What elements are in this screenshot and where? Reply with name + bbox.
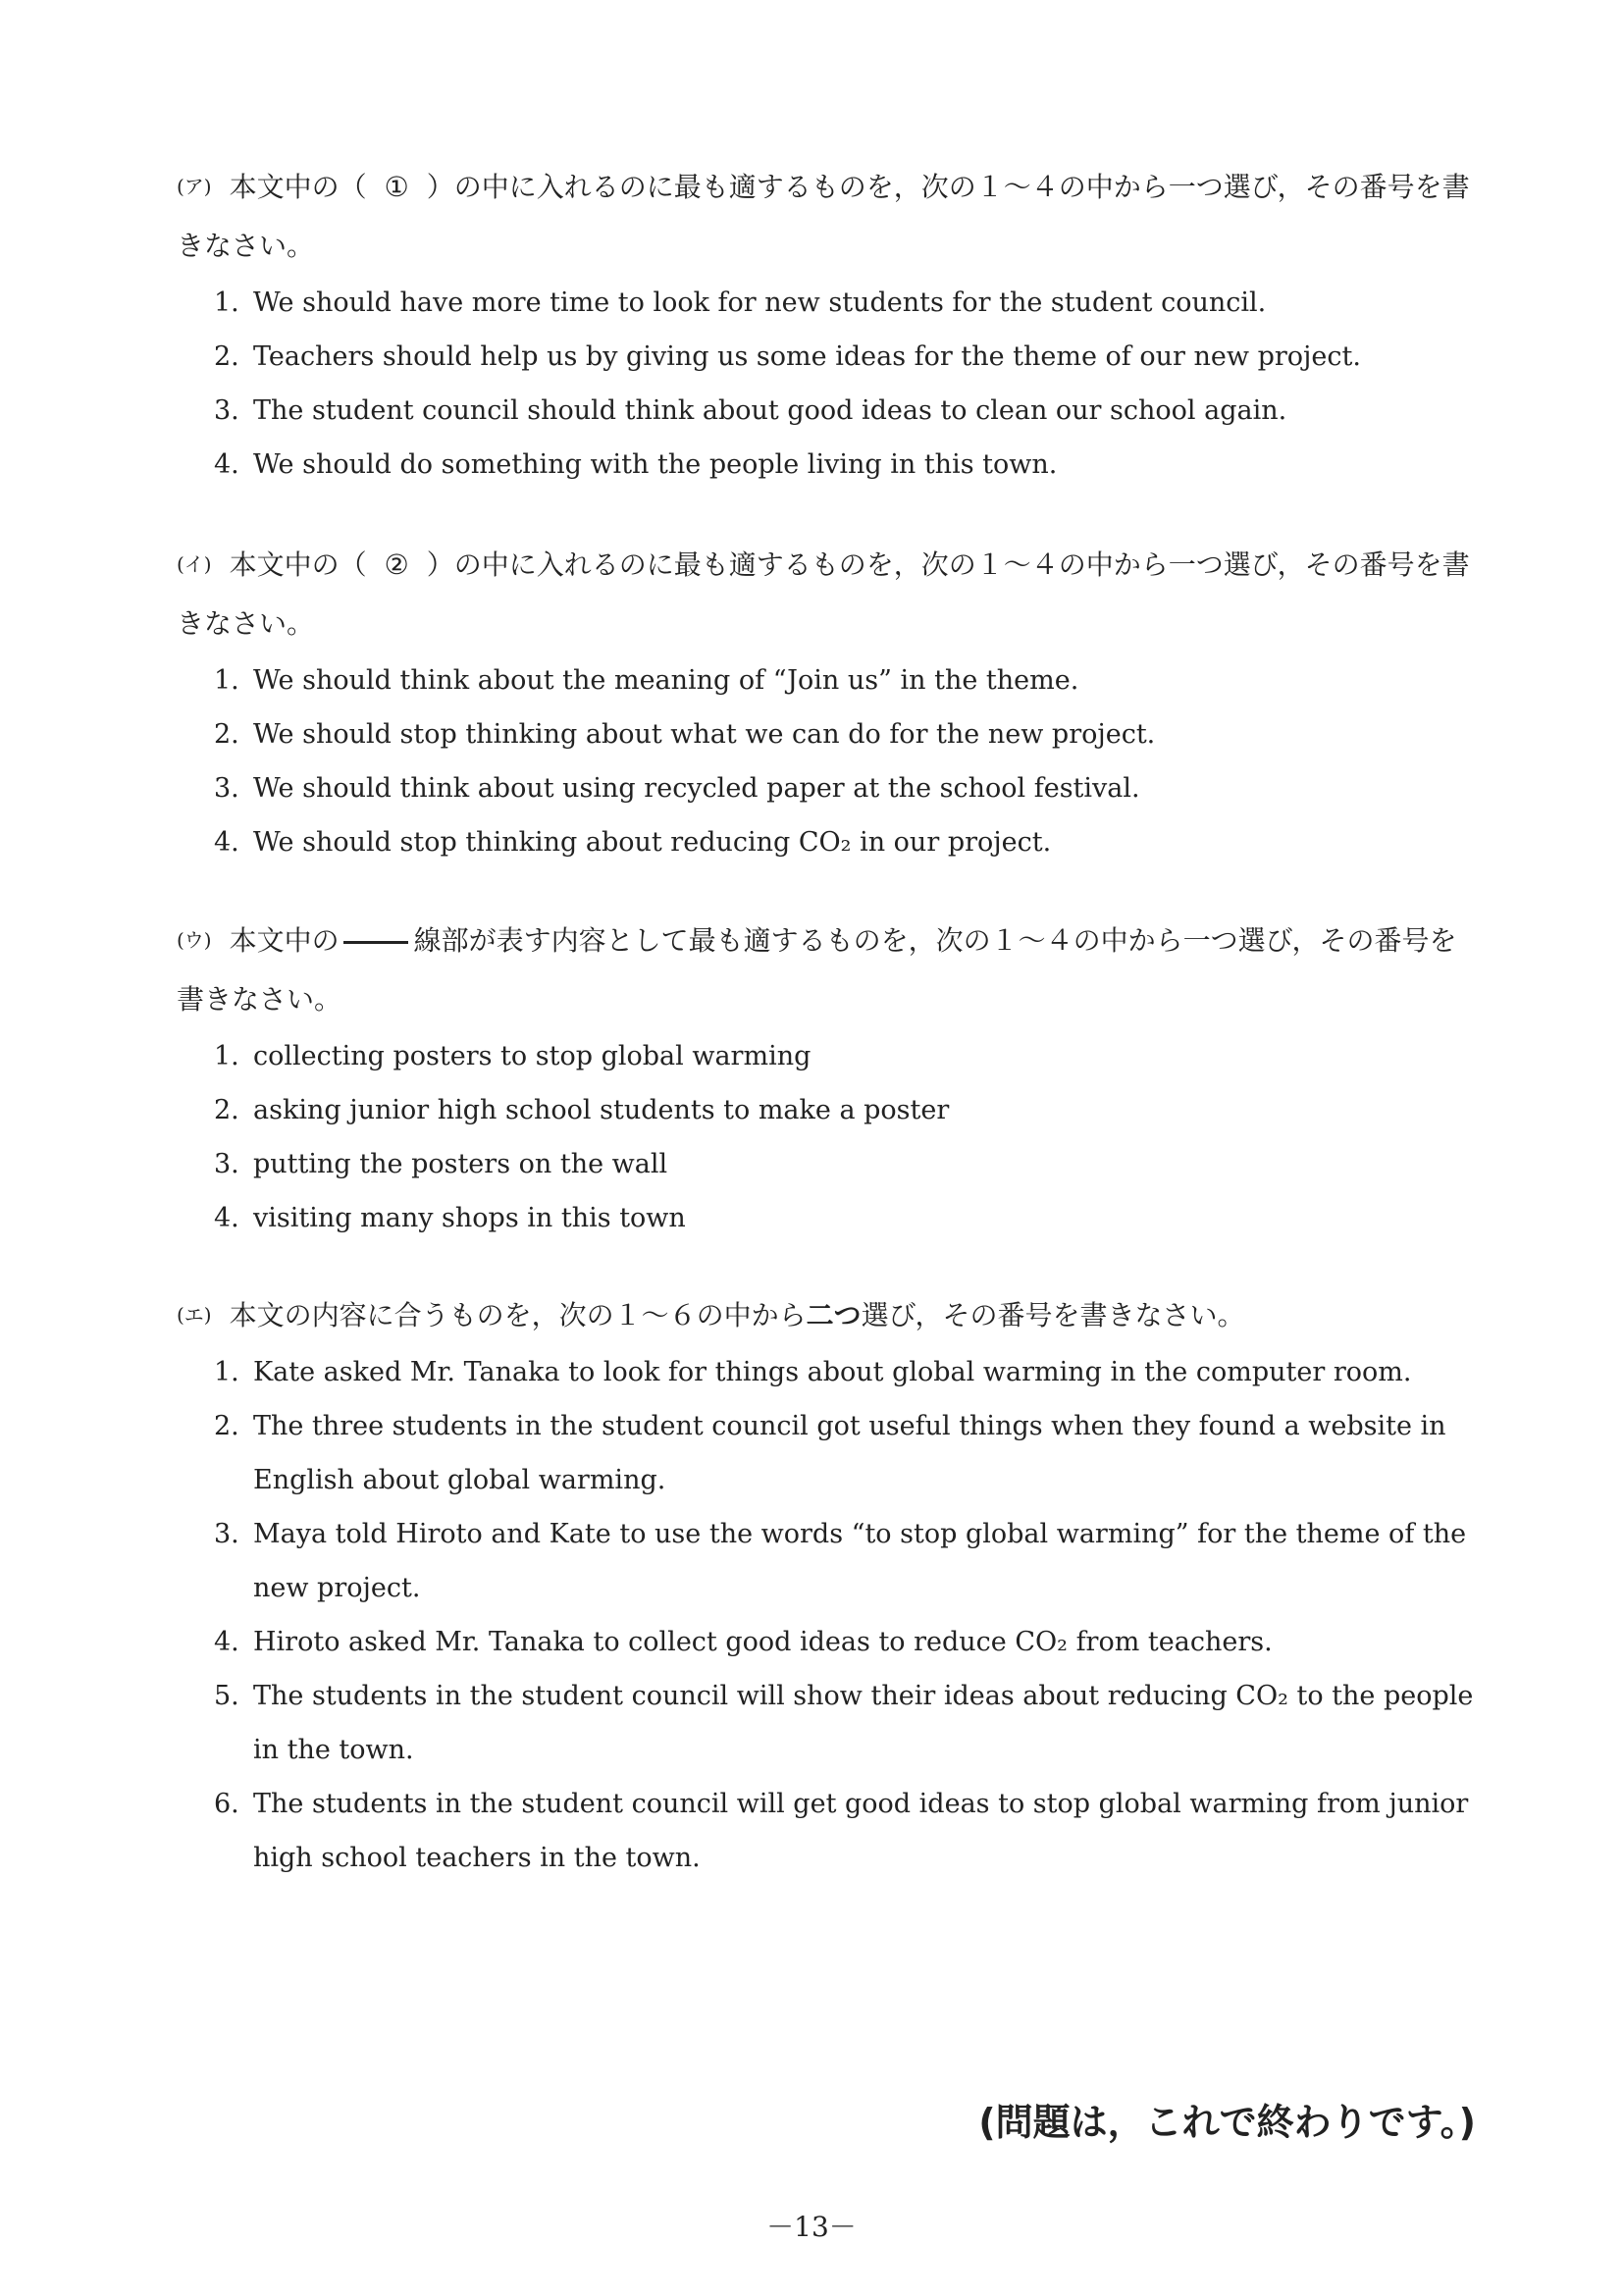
stem-text: 本文中の（ xyxy=(229,548,367,581)
question-stem xyxy=(177,911,1482,1029)
option-list xyxy=(177,653,1482,869)
option-item xyxy=(177,1615,1482,1669)
option-text: We should think about using recycled paper at the school festival. xyxy=(253,773,1140,804)
option-item xyxy=(177,707,1482,761)
option-number: 3. xyxy=(214,395,239,426)
option-number: 4. xyxy=(214,449,239,480)
option-number: 3. xyxy=(214,773,239,804)
option-text: We should do something with the people living in this town. xyxy=(253,449,1058,480)
question-marker: (イ) xyxy=(177,552,212,576)
option-text: Kate asked Mr. Tanaka to look for things about global warming in the computer room. xyxy=(253,1357,1412,1387)
option-item xyxy=(177,1507,1482,1615)
option-text: We should stop thinking about reducing CO₂ in our project. xyxy=(253,827,1052,858)
option-number: 5. xyxy=(214,1681,239,1711)
option-text: asking junior high school students to make a poster xyxy=(253,1095,950,1125)
option-text: We should have more time to look for new students for the student council. xyxy=(253,287,1267,318)
question-stem xyxy=(177,1285,1482,1345)
question-c xyxy=(177,911,1482,1245)
stem-emphasis: 二つ xyxy=(806,1299,862,1331)
page-number: －13－ xyxy=(766,2211,857,2243)
option-item xyxy=(177,1191,1482,1245)
option-item xyxy=(177,1029,1482,1083)
option-text: The students in the student council will show their ideas about reducing CO₂ to the people in the town. xyxy=(253,1681,1474,1765)
underline-sample-line xyxy=(343,941,408,944)
option-number: 2. xyxy=(214,1095,239,1125)
option-number: 1. xyxy=(214,1041,239,1071)
stem-text: 選び，その番号を書きなさい。 xyxy=(861,1299,1245,1331)
question-marker: (ア) xyxy=(177,175,212,198)
stem-text: 本文中の xyxy=(229,924,340,957)
stem-text: 線部が表す内容として最も適するものを，次の１～４の中から一つ選び，その番号を書きなさい。 xyxy=(177,924,1457,1016)
option-item xyxy=(177,815,1482,869)
option-list xyxy=(177,1345,1482,1885)
option-number: 3. xyxy=(214,1149,239,1179)
option-text: visiting many shops in this town xyxy=(253,1203,686,1233)
stem-text: 本文の内容に合うものを，次の１～６の中から xyxy=(229,1299,807,1331)
question-marker: (エ) xyxy=(177,1303,212,1327)
option-number: 3. xyxy=(214,1519,239,1549)
blank-number: ① xyxy=(384,171,409,203)
option-list xyxy=(177,1029,1482,1245)
option-item xyxy=(177,330,1482,384)
question-stem xyxy=(177,535,1482,653)
option-number: 4. xyxy=(214,1203,239,1233)
stem-text: ）の中に入れるのに最も適するものを，次の１～４の中から一つ選び，その番号を書きなさい。 xyxy=(177,548,1470,640)
option-item xyxy=(177,1083,1482,1137)
option-number: 4. xyxy=(214,1627,239,1657)
option-text: collecting posters to stop global warming xyxy=(253,1041,812,1071)
stem-text: 本文中の（ xyxy=(229,171,367,203)
option-list xyxy=(177,276,1482,492)
option-text: putting the posters on the wall xyxy=(253,1149,668,1179)
option-item xyxy=(177,1669,1482,1777)
option-number: 2. xyxy=(214,719,239,750)
option-number: 1. xyxy=(214,287,239,318)
option-number: 2. xyxy=(214,341,239,372)
option-item xyxy=(177,276,1482,330)
stem-text: ）の中に入れるのに最も適するものを，次の１～４の中から一つ選び，その番号を書きなさい。 xyxy=(177,171,1470,262)
option-text: We should stop thinking about what we can do for the new project. xyxy=(253,719,1156,750)
option-item xyxy=(177,438,1482,492)
blank-number: ② xyxy=(384,548,409,581)
option-number: 1. xyxy=(214,665,239,696)
option-text: Maya told Hiroto and Kate to use the words “to stop global warming” for the theme of the new project. xyxy=(253,1519,1467,1603)
option-item xyxy=(177,761,1482,815)
option-text: The three students in the student council got useful things when they found a website in English about global warming. xyxy=(253,1411,1446,1495)
question-b xyxy=(177,535,1482,869)
option-number: 6. xyxy=(214,1789,239,1819)
option-item xyxy=(177,1399,1482,1507)
question-d xyxy=(177,1285,1482,1885)
option-text: Hiroto asked Mr. Tanaka to collect good ideas to reduce CO₂ from teachers. xyxy=(253,1627,1273,1657)
option-text: Teachers should help us by giving us some ideas for the theme of our new project. xyxy=(253,341,1361,372)
end-of-exam-note: (問題は，これで終わりです。) xyxy=(978,2101,1476,2144)
question-stem xyxy=(177,157,1482,276)
option-item xyxy=(177,1777,1482,1885)
option-number: 2. xyxy=(214,1411,239,1441)
option-text: We should think about the meaning of “Join us” in the theme. xyxy=(253,665,1079,696)
question-a xyxy=(177,157,1482,492)
option-number: 4. xyxy=(214,827,239,858)
option-text: The student council should think about good ideas to clean our school again. xyxy=(253,395,1287,426)
option-item xyxy=(177,1345,1482,1399)
option-text: The students in the student council will get good ideas to stop global warming from junior high school teachers in the town. xyxy=(253,1789,1469,1873)
option-item xyxy=(177,1137,1482,1191)
question-marker: (ウ) xyxy=(177,928,212,952)
option-item xyxy=(177,653,1482,707)
option-number: 1. xyxy=(214,1357,239,1387)
option-item xyxy=(177,384,1482,438)
